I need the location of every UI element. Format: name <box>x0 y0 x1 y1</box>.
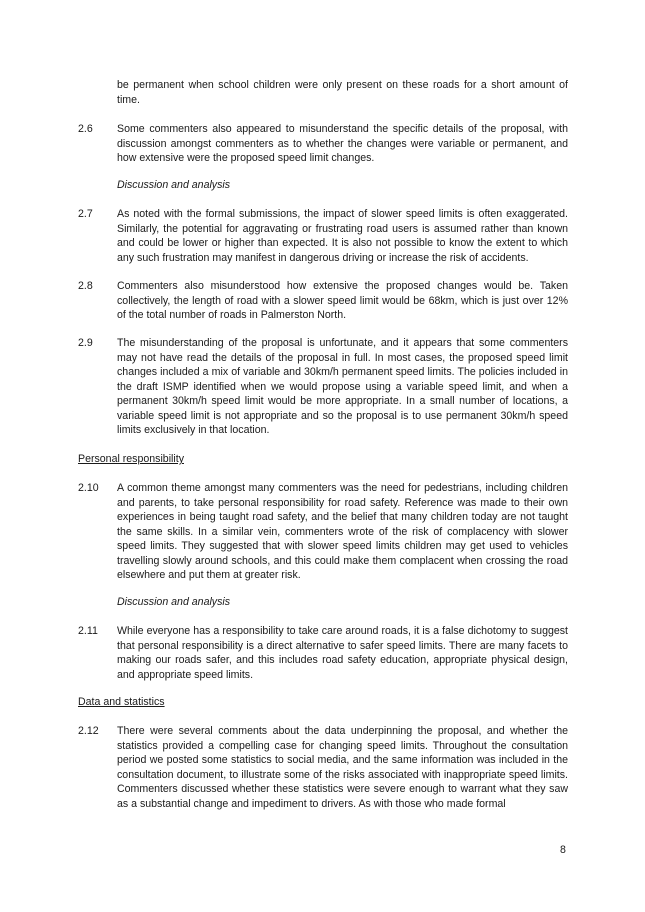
section-heading-personal-responsibility: Personal responsibility <box>78 453 184 465</box>
paragraph-text: There were several comments about the data underpinning the proposal, and whether the statistics provided a compelling case for changing speed limits. Throughout the consultation period we posted some statistics to social media, and the same information was included in the consultation document, to illustrate some of the risks associated with inappropriate speed limits. Commenters discussed whether these statistics were severe enough to warrant what they saw as a substantial change and impediment to drivers. As with those who made formal <box>117 725 568 810</box>
paragraph-number: 2.11 <box>78 625 98 637</box>
page-number: 8 <box>560 844 566 856</box>
paragraph-number: 2.10 <box>78 482 99 494</box>
continuation-text: be permanent when school children were only present on these roads for a short amount of time. <box>117 79 568 106</box>
paragraph-text: As noted with the formal submissions, the impact of slower speed limits is often exaggerated. Similarly, the potential for aggravating or frustrating road users is assumed rather than known and could be lower or higher than expected. It is also not possible to know the extent to which any such frustration may manifest in dangerous driving or increase the risk of accidents. <box>117 208 568 264</box>
paragraph-text: The misunderstanding of the proposal is unfortunate, and it appears that some commenters may not have read the details of the proposal in full. In most cases, the proposed speed limit changes included a mix of variable and 30km/h permanent speed limits. The policies included in the draft ISMP identified when we would propose using a variable speed limit, and when a permanent 30km/h speed limit would be more appropriate. In a small number of locations, a variable speed limit is not appropriate and so the proposal is to use permanent 30km/h speed limits exclusively in that location. <box>117 337 568 436</box>
paragraph-text: A common theme amongst many commenters was the need for pedestrians, including children and parents, to take personal responsibility for road safety. Reference was made to their own experiences in being taught road safety, and the belief that many children today are not taught the same skills. In a similar vein, commenters wrote of the risk of complacency with slower speed limits. They suggested that with slower speed limits children may get used to vehicles travelling slowly around schools, and this could make them complacent when crossing the road elsewhere and put them at greater risk. <box>117 482 568 581</box>
paragraph-text: Some commenters also appeared to misunderstand the specific details of the proposal, with discussion amongst commenters as to whether the changes were variable or permanent, and how extensive were the proposed speed limit changes. <box>117 123 568 164</box>
paragraph-number: 2.7 <box>78 208 93 220</box>
paragraph-number: 2.8 <box>78 280 93 292</box>
paragraph-text: While everyone has a responsibility to take care around roads, it is a false dichotomy to suggest that personal responsibility is a direct alternative to safer speed limits. There are many facets to making our roads safer, and this includes road safety education, appropriate physical design, and appropriate speed limits. <box>117 625 568 681</box>
section-heading-data-statistics: Data and statistics <box>78 696 165 708</box>
paragraph-text: Commenters also misunderstood how extensive the proposed changes would be. Taken collectively, the length of road with a slower speed limit would be 68km, which is just over 12% of the total number of roads in Palmerston North. <box>117 280 568 321</box>
subheading-discussion-analysis: Discussion and analysis <box>117 179 231 191</box>
paragraph-number: 2.9 <box>78 337 93 349</box>
paragraph-number: 2.6 <box>78 123 93 135</box>
paragraph-number: 2.12 <box>78 725 99 737</box>
subheading-discussion-analysis: Discussion and analysis <box>117 596 231 608</box>
